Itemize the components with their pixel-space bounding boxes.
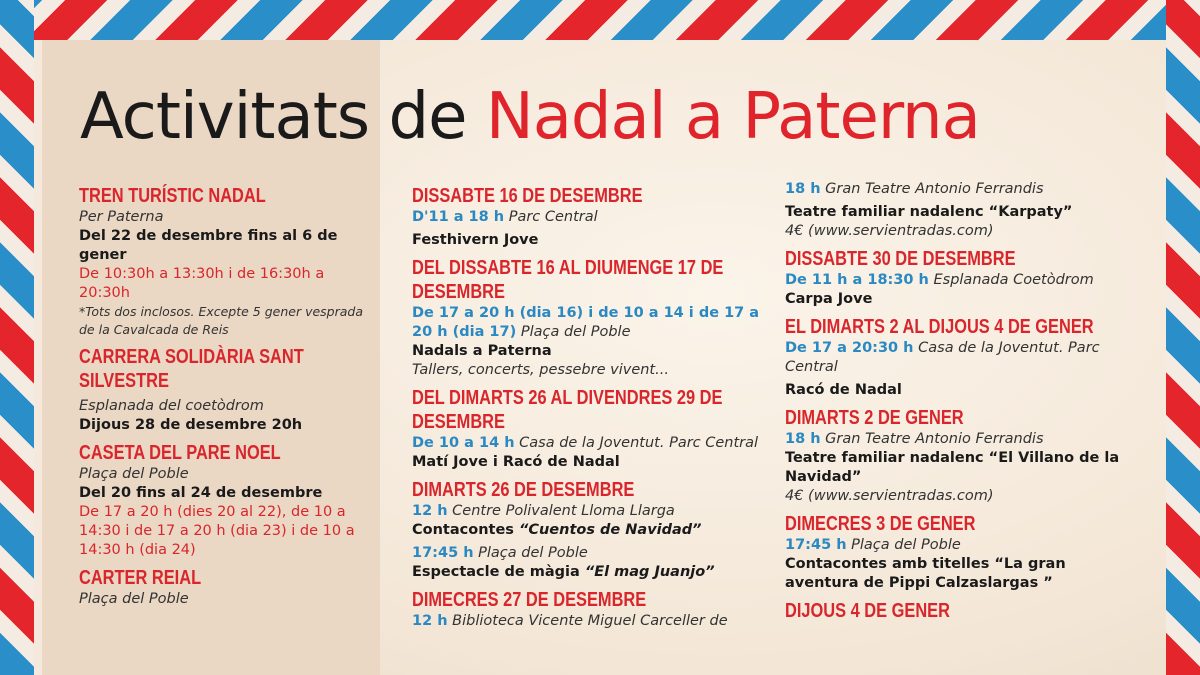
event-title: Teatre familiar nadalenc “El Villano de la Navidad” bbox=[785, 450, 1120, 485]
event-time: De 17 a 20:30 h bbox=[785, 340, 914, 356]
title-part-2: Nadal a Paterna bbox=[485, 80, 980, 154]
event-place: Plaça del Poble bbox=[79, 466, 189, 482]
event-place: Plaça del Poble bbox=[851, 537, 961, 553]
event-heading: DIMARTS 26 DE DESEMBRE bbox=[412, 479, 635, 501]
event-title-2: Espectacle de màgia bbox=[412, 564, 580, 580]
event-block bbox=[79, 345, 374, 435]
event-place: Esplanada Coetòdrom bbox=[933, 272, 1094, 288]
event-place: Per Paterna bbox=[79, 209, 164, 225]
event-times: De 10:30h a 13:30h i de 16:30h a 20:30h bbox=[79, 266, 325, 301]
event-time: 18 h bbox=[785, 181, 821, 197]
event-block bbox=[412, 256, 767, 380]
event-heading: DEL DISSABTE 16 AL DIUMENGE 17 DE DESEMBRE bbox=[412, 257, 724, 303]
event-time: De 17 a 20 h (dia 16) i de 10 a 14 i de 17 a 20 h (dia 17) bbox=[412, 305, 760, 340]
event-place: Casa de la Joventut. Parc Central bbox=[785, 340, 1100, 375]
event-heading: DIMECRES 27 DE DESEMBRE bbox=[412, 589, 647, 611]
event-place: Esplanada del coetòdrom bbox=[79, 398, 264, 414]
event-place: Centre Polivalent Lloma Llarga bbox=[452, 503, 675, 519]
event-title: Festhivern Jove bbox=[412, 232, 539, 248]
event-heading: CASETA DEL PARE NOEL bbox=[79, 442, 281, 464]
event-title: Matí Jove i Racó de Nadal bbox=[412, 454, 620, 470]
title-part-1: Activitats de bbox=[80, 80, 486, 154]
event-heading: DISSABTE 30 DE DESEMBRE bbox=[785, 248, 1016, 270]
event-dates: Del 20 fins al 24 de desembre bbox=[79, 485, 323, 501]
event-time: De 11 h a 18:30 h bbox=[785, 272, 929, 288]
event-time-2: 17:45 h bbox=[412, 545, 474, 561]
event-block bbox=[412, 184, 767, 250]
event-place: Biblioteca Vicente Miguel Carceller de bbox=[452, 613, 728, 629]
event-time: D'11 a 18 h bbox=[412, 209, 505, 225]
event-place: Gran Teatre Antonio Ferrandis bbox=[825, 431, 1044, 447]
event-heading: DISSABTE 16 DE DESEMBRE bbox=[412, 185, 643, 207]
event-block bbox=[785, 599, 1125, 623]
airmail-stripes-top bbox=[0, 0, 1200, 40]
event-place: Plaça del Poble bbox=[520, 324, 631, 340]
event-title: Racó de Nadal bbox=[785, 382, 902, 398]
event-time: 17:45 h bbox=[785, 537, 847, 553]
event-time: De 10 a 14 h bbox=[412, 435, 515, 451]
column-2 bbox=[412, 182, 767, 637]
event-block bbox=[412, 588, 767, 631]
event-heading: CARRERA SOLIDÀRIA SANT SILVESTRE bbox=[79, 346, 304, 392]
event-heading: EL DIMARTS 2 AL DIJOUS 4 DE GENER bbox=[785, 316, 1094, 338]
event-time: 12 h bbox=[412, 503, 448, 519]
page-title bbox=[80, 72, 1170, 162]
event-heading: DEL DIMARTS 26 AL DIVENDRES 29 DE DESEMBRE bbox=[412, 387, 723, 433]
event-title: Teatre familiar nadalenc “Karpaty” bbox=[785, 204, 1073, 220]
event-block bbox=[79, 441, 374, 560]
event-note: *Tots dos inclosos. Excepte 5 gener vesprada de la Cavalcada de Reis bbox=[79, 304, 364, 337]
event-place-2: Plaça del Poble bbox=[478, 545, 588, 561]
event-place: Parc Central bbox=[508, 209, 598, 225]
event-place: Plaça del Poble bbox=[79, 591, 189, 607]
event-block bbox=[79, 184, 374, 339]
event-price: 4€ (www.servientradas.com) bbox=[785, 223, 994, 239]
event-subtitle-2: “El mag Juanjo” bbox=[584, 564, 715, 580]
airmail-stripes-left bbox=[0, 0, 34, 675]
event-title: Carpa Jove bbox=[785, 291, 873, 307]
event-detail: Tallers, concerts, pessebre vivent... bbox=[412, 362, 669, 378]
event-title: Contacontes bbox=[412, 522, 514, 538]
event-heading: TREN TURÍSTIC NADAL bbox=[79, 185, 266, 207]
event-block bbox=[79, 566, 374, 609]
event-block bbox=[785, 406, 1125, 506]
event-heading: DIJOUS 4 DE GENER bbox=[785, 600, 950, 622]
event-place: Gran Teatre Antonio Ferrandis bbox=[825, 181, 1044, 197]
event-title: Nadals a Paterna bbox=[412, 343, 552, 359]
column-1 bbox=[79, 182, 374, 615]
event-block bbox=[785, 315, 1125, 400]
event-time: 12 h bbox=[412, 613, 448, 629]
event-block bbox=[412, 478, 767, 582]
event-heading: DIMECRES 3 DE GENER bbox=[785, 513, 976, 535]
event-dates: Dijous 28 de desembre 20h bbox=[79, 417, 303, 433]
column-3 bbox=[785, 180, 1125, 629]
event-time: 18 h bbox=[785, 431, 821, 447]
event-subtitle: “Cuentos de Navidad” bbox=[518, 522, 702, 538]
event-heading: CARTER REIAL bbox=[79, 567, 202, 589]
event-place: Casa de la Joventut. Parc Central bbox=[519, 435, 759, 451]
event-heading: DIMARTS 2 DE GENER bbox=[785, 407, 964, 429]
event-block bbox=[785, 512, 1125, 593]
event-block bbox=[785, 247, 1125, 309]
event-title: Contacontes amb titelles “La gran aventura de Pippi Calzaslargas ” bbox=[785, 556, 1066, 591]
event-block bbox=[412, 386, 767, 472]
event-times: De 17 a 20 h (dies 20 al 22), de 10 a 14:30 i de 17 a 20 h (dia 23) i de 10 a 14:30 h (dia 24) bbox=[79, 504, 355, 558]
event-dates: Del 22 de desembre fins al 6 de gener bbox=[79, 228, 338, 263]
airmail-stripes-right bbox=[1166, 0, 1200, 675]
event-price: 4€ (www.servientradas.com) bbox=[785, 488, 994, 504]
event-block bbox=[785, 180, 1125, 241]
